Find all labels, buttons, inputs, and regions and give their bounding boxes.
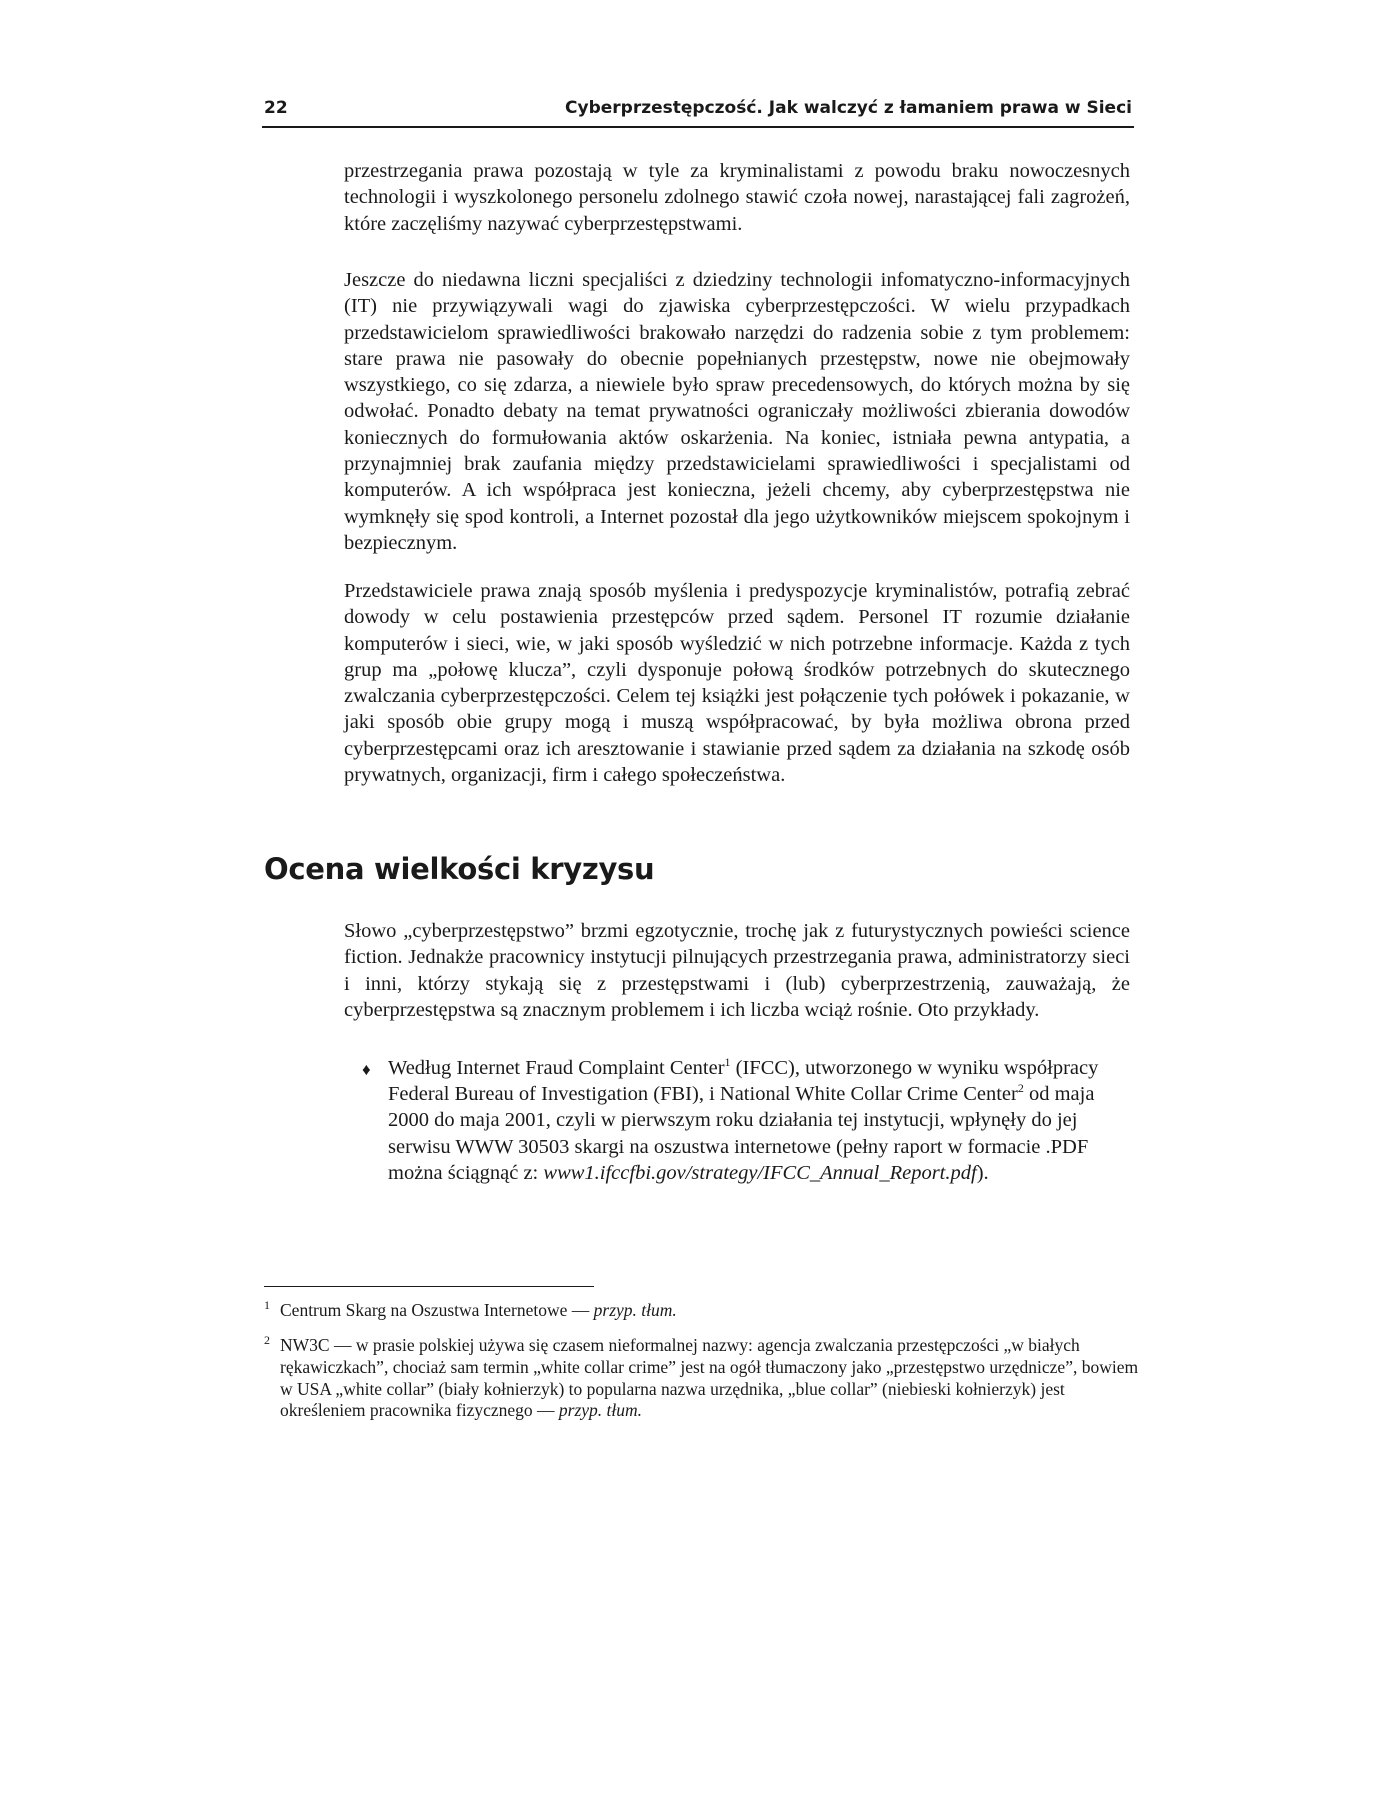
paragraph-2: Jeszcze do niedawna liczni specjaliści z dziedziny technologii infomatyczno-informacyjnych (IT) nie przywiązywali wagi do zjawiska cyberprzestępczości. W wielu przypadkach przedstawicielom sprawiedliwości brakowało narzędzi do radzenia sobie z tym problemem: stare prawa nie pasowały do obecnie popełnianych przestępstw, nowe nie obejmowały wszystkiego, co się zdarza, a niewiele było spraw precedensowych, do których można by się odwołać. Ponadto debaty na temat prywatności ograniczały możliwości zbierania dowodów koniecznych do formułowania aktów oskarżenia. Na koniec, istniała pewna antypatia, a przynajmniej brak zaufania między przedstawicielami sprawiedliwości i specjalistami od komputerów. A ich współpraca jest konieczna, jeżeli chcemy, aby cyberprzestępstwa nie wymknęły się spod kontroli, a Internet pozostał dla jego użytkowników miejscem spokojnym i bezpiecznym. — [344, 269, 1130, 554]
footnote-1 — [264, 1300, 1144, 1322]
footnote-text — [280, 1300, 1144, 1322]
footnote-mark: 2 — [264, 1333, 270, 1347]
running-header — [262, 96, 1134, 128]
bullet-text-part-1: Według Internet Fraud Complaint Center — [388, 1057, 725, 1079]
paragraph-3: Przedstawiciele prawa znają sposób myślenia i predyspozycje kryminalistów, potrafią zebrać dowody w celu postawienia przestępców przed sądem. Personel IT rozumie działanie komputerów i sieci, wie, w jaki sposób wyśledzić w nich potrzebne informacje. Każda z tych grup ma „połowę klucza”, czyli dysponuje połową środków potrzebnych do skutecznego zwalczania cyberprzestępczości. Celem tej książki jest połączenie tych połówek i pokazanie, w jaki sposób obie grupy mogą i muszą współpracować, by była możliwa obrona przed cyberprzestępcami oraz ich aresztowanie i stawianie przed sądem za działania na szkodę osób prywatnych, organizacji, firm i całego społeczeństwa. — [344, 580, 1130, 787]
footnote-text — [280, 1335, 1144, 1422]
page-number: 22 — [264, 98, 288, 118]
paragraph-1: przestrzegania prawa pozostają w tyle za kryminalistami z powodu braku nowoczesnych technologii i wyszkolonego personelu zdolnego stawić czoła nowej, narastającej fali zagrożeń, które zaczęliśmy nazywać cyberprzestępstwami. — [344, 160, 1130, 235]
footnote-body: NW3C — w prasie polskiej używa się czasem nieformalnej nazwy: agencja zwalczania przestępczości „w białych rękawiczkach”, chociaż sam termin „white collar crime” jest na ogół tłumaczony jako „przestępstwo urzędnicze”, bowiem w USA „white collar” (biały kołnierzyk) to popularna nazwa urzędnika, „blue collar” (niebieski kołnierzyk) jest określeniem pracownika fizycznego — — [280, 1335, 1139, 1421]
footnote-divider — [264, 1286, 594, 1287]
footnote-body: Centrum Skarg na Oszustwa Internetowe — — [280, 1300, 594, 1320]
bullet-text-part-2: (IFCC), utworzonego w wyniku współpracy Federal Bureau of Investigation (FBI), i National White Collar Crime Center — [388, 1057, 1099, 1106]
translator-note: przyp. tłum. — [558, 1400, 643, 1421]
section-heading: Ocena wielkości kryzysu — [264, 852, 655, 886]
translator-note: przyp. tłum. — [593, 1300, 677, 1320]
bullet-text-part-3: od maja 2000 do maja 2001, czyli w pierwszym roku działania tej instytucji, wpłynęły do jej serwisu WWW 30503 skargi na oszustwa internetowe (pełny raport w formacie .PDF można ściągnąć z: — [388, 1083, 1095, 1184]
footnote-mark: 1 — [264, 1298, 270, 1312]
footnote-2 — [264, 1335, 1144, 1422]
footnote-ref-1: 1 — [724, 1055, 731, 1070]
diamond-bullet-icon: ♦ — [362, 1060, 371, 1079]
section-intro-paragraph: Słowo „cyberprzestępstwo” brzmi egzotycznie, trochę jak z futurystycznych powieści science fiction. Jednakże pracownicy instytucji pilnujących przestrzegania prawa, administratorzy sieci i inni, którzy stykają się z przestępstwami i (lub) cyberprzestrzenią, zauważają, że cyberprzestępstwa są znacznym problemem i ich liczba wciąż rośnie. Oto przykłady. — [344, 920, 1130, 1021]
running-title: Cyberprzestępczość. Jak walczyć z łamaniem prawa w Sieci — [565, 98, 1132, 118]
bullet-text — [388, 1055, 1102, 1186]
report-url-link[interactable]: www1.ifccfbi.gov/strategy/IFCC_Annual_Report.pdf — [543, 1161, 977, 1184]
bullet-text-part-4: ). — [976, 1161, 989, 1184]
bullet-list-item — [362, 1055, 1102, 1186]
footnote-ref-2: 2 — [1017, 1081, 1024, 1096]
